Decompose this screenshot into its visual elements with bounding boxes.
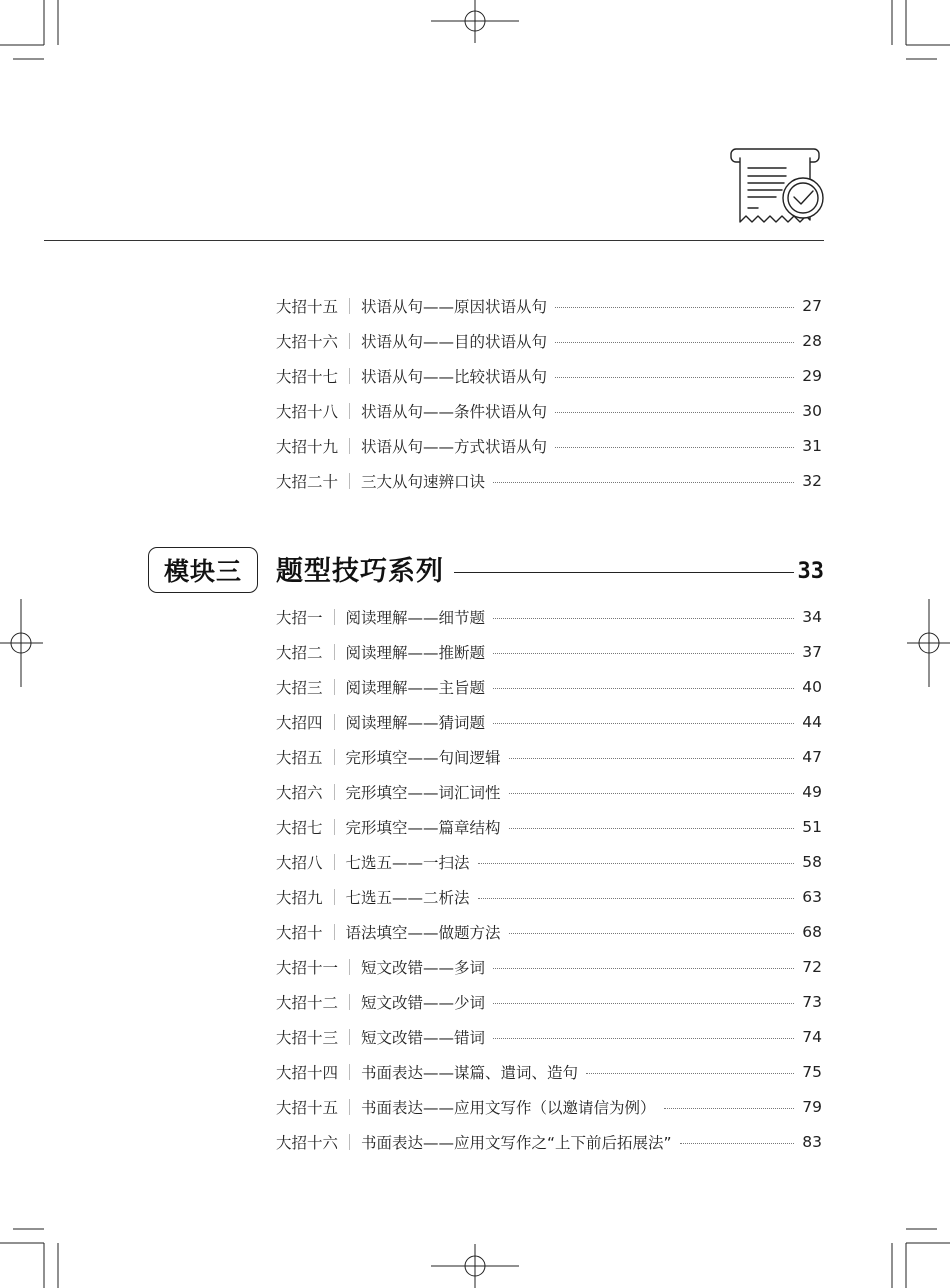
entry-page: 72 <box>802 958 822 976</box>
module-tag: 模块三 <box>148 547 258 593</box>
entry-page: 30 <box>802 402 822 420</box>
entry-title: 阅读理解——细节题 <box>345 609 486 627</box>
toc-entry[interactable] <box>276 1022 822 1052</box>
entry-title: 状语从句——条件状语从句 <box>361 403 548 421</box>
dot-leader <box>509 932 795 934</box>
entry-title: 完形填空——词汇词性 <box>345 784 501 802</box>
toc-entry[interactable] <box>276 1092 822 1122</box>
entry-title: 短文改错——多词 <box>361 959 486 977</box>
entry-page: 32 <box>802 472 822 490</box>
dot-leader <box>493 617 794 619</box>
entry-page: 74 <box>802 1028 822 1046</box>
entry-title: 状语从句——原因状语从句 <box>361 298 548 316</box>
module-leader-line <box>454 572 794 573</box>
document-checkmark-icon <box>728 146 828 232</box>
registration-mark-icon <box>431 1244 519 1288</box>
toc-entry[interactable] <box>276 812 822 842</box>
crop-mark-icon <box>0 0 58 59</box>
dot-leader <box>509 757 795 759</box>
dot-leader <box>664 1107 795 1109</box>
entry-separator <box>349 368 350 384</box>
toc-entry[interactable] <box>276 987 822 1017</box>
entry-page: 37 <box>802 643 822 661</box>
toc-entry[interactable] <box>276 672 822 702</box>
registration-mark-icon <box>431 0 519 43</box>
dot-leader <box>493 687 794 689</box>
entry-code: 大招十六 <box>276 1134 339 1152</box>
entry-code: 大招九 <box>276 889 323 907</box>
entry-code: 大招二十 <box>276 473 339 491</box>
header-rule <box>44 240 824 241</box>
entry-page: 44 <box>802 713 822 731</box>
toc-entry[interactable] <box>276 326 822 356</box>
entry-code: 大招二 <box>276 644 323 662</box>
entry-code: 大招十三 <box>276 1029 339 1047</box>
entry-code: 大招十八 <box>276 403 339 421</box>
dot-leader <box>555 376 794 378</box>
entry-code: 大招十一 <box>276 959 339 977</box>
entry-code: 大招十七 <box>276 368 339 386</box>
entry-separator <box>349 1064 350 1080</box>
entry-title: 七选五——二析法 <box>345 889 470 907</box>
toc-entry[interactable] <box>276 602 822 632</box>
entry-page: 31 <box>802 437 822 455</box>
entry-title: 语法填空——做题方法 <box>345 924 501 942</box>
entry-separator <box>349 1099 350 1115</box>
entry-title: 完形填空——篇章结构 <box>345 819 501 837</box>
entry-separator <box>349 333 350 349</box>
entry-code: 大招一 <box>276 609 323 627</box>
dot-leader <box>493 652 794 654</box>
entry-page: 51 <box>802 818 822 836</box>
toc-entry[interactable] <box>276 291 822 321</box>
toc-entry[interactable] <box>276 882 822 912</box>
toc-entry[interactable] <box>276 707 822 737</box>
entry-code: 大招十二 <box>276 994 339 1012</box>
dot-leader <box>555 341 794 343</box>
dot-leader <box>478 897 795 899</box>
toc-entry[interactable] <box>276 1057 822 1087</box>
entry-page: 73 <box>802 993 822 1011</box>
module-page: 33 <box>797 559 824 584</box>
entry-page: 63 <box>802 888 822 906</box>
entry-title: 状语从句——比较状语从句 <box>361 368 548 386</box>
toc-entry[interactable] <box>276 637 822 667</box>
entry-separator <box>349 1134 350 1150</box>
entry-separator <box>334 819 335 835</box>
toc-entry[interactable] <box>276 1127 822 1157</box>
entry-title: 状语从句——目的状语从句 <box>361 333 548 351</box>
entry-page: 68 <box>802 923 822 941</box>
toc-entry[interactable] <box>276 847 822 877</box>
entry-code: 大招三 <box>276 679 323 697</box>
entry-separator <box>334 609 335 625</box>
toc-entry[interactable] <box>276 466 822 496</box>
toc-entry[interactable] <box>276 431 822 461</box>
entry-separator <box>334 889 335 905</box>
dot-leader <box>509 792 795 794</box>
entry-page: 79 <box>802 1098 822 1116</box>
entry-code: 大招八 <box>276 854 323 872</box>
entry-page: 49 <box>802 783 822 801</box>
entry-separator <box>334 644 335 660</box>
dot-leader <box>493 1002 794 1004</box>
entry-title: 书面表达——应用文写作之“上下前后拓展法” <box>361 1134 672 1152</box>
registration-mark-icon <box>907 599 950 687</box>
entry-code: 大招七 <box>276 819 323 837</box>
entry-title: 阅读理解——猜词题 <box>345 714 486 732</box>
toc-entry[interactable] <box>276 361 822 391</box>
entry-code: 大招十九 <box>276 438 339 456</box>
dot-leader <box>493 722 794 724</box>
dot-leader <box>555 411 794 413</box>
dot-leader <box>555 446 794 448</box>
dot-leader <box>493 1037 794 1039</box>
entry-page: 28 <box>802 332 822 350</box>
entry-title: 七选五——一扫法 <box>345 854 470 872</box>
registration-mark-icon <box>0 599 43 687</box>
crop-mark-icon <box>0 1229 58 1288</box>
entry-separator <box>349 1029 350 1045</box>
entry-code: 大招五 <box>276 749 323 767</box>
entry-code: 大招四 <box>276 714 323 732</box>
entry-separator <box>349 403 350 419</box>
entry-code: 大招十 <box>276 924 323 942</box>
entry-title: 状语从句——方式状语从句 <box>361 438 548 456</box>
dot-leader <box>555 306 794 308</box>
crop-mark-icon <box>892 1229 950 1288</box>
entry-title: 短文改错——错词 <box>361 1029 486 1047</box>
entry-title: 书面表达——谋篇、遣词、造句 <box>361 1064 579 1082</box>
crop-mark-icon <box>892 0 950 59</box>
dot-leader <box>493 481 794 483</box>
entry-separator <box>334 714 335 730</box>
entry-separator <box>349 438 350 454</box>
dot-leader <box>493 967 794 969</box>
dot-leader <box>586 1072 794 1074</box>
toc-entry[interactable] <box>276 917 822 947</box>
entry-separator <box>334 784 335 800</box>
entry-separator <box>349 473 350 489</box>
entry-page: 47 <box>802 748 822 766</box>
entry-page: 58 <box>802 853 822 871</box>
entry-page: 29 <box>802 367 822 385</box>
toc-entry[interactable] <box>276 742 822 772</box>
entry-title: 完形填空——句间逻辑 <box>345 749 501 767</box>
entry-title: 短文改错——少词 <box>361 994 486 1012</box>
toc-entry[interactable] <box>276 952 822 982</box>
entry-separator <box>349 959 350 975</box>
toc-entry[interactable] <box>276 396 822 426</box>
entry-title: 书面表达——应用文写作（以邀请信为例） <box>361 1099 656 1117</box>
entry-title: 阅读理解——主旨题 <box>345 679 486 697</box>
entry-page: 83 <box>802 1133 822 1151</box>
entry-separator <box>334 679 335 695</box>
dot-leader <box>478 862 795 864</box>
module-title[interactable]: 题型技巧系列 <box>276 556 444 587</box>
toc-entry[interactable] <box>276 777 822 807</box>
dot-leader <box>509 827 795 829</box>
entry-page: 27 <box>802 297 822 315</box>
entry-code: 大招十五 <box>276 298 339 316</box>
entry-title: 阅读理解——推断题 <box>345 644 486 662</box>
entry-separator <box>334 924 335 940</box>
entry-separator <box>334 749 335 765</box>
entry-page: 34 <box>802 608 822 626</box>
entry-title: 三大从句速辨口诀 <box>361 473 486 491</box>
entry-page: 40 <box>802 678 822 696</box>
dot-leader <box>680 1142 795 1144</box>
entry-separator <box>334 854 335 870</box>
entry-page: 75 <box>802 1063 822 1081</box>
entry-code: 大招十六 <box>276 333 339 351</box>
entry-separator <box>349 298 350 314</box>
entry-code: 大招十五 <box>276 1099 339 1117</box>
entry-code: 大招十四 <box>276 1064 339 1082</box>
entry-separator <box>349 994 350 1010</box>
entry-code: 大招六 <box>276 784 323 802</box>
